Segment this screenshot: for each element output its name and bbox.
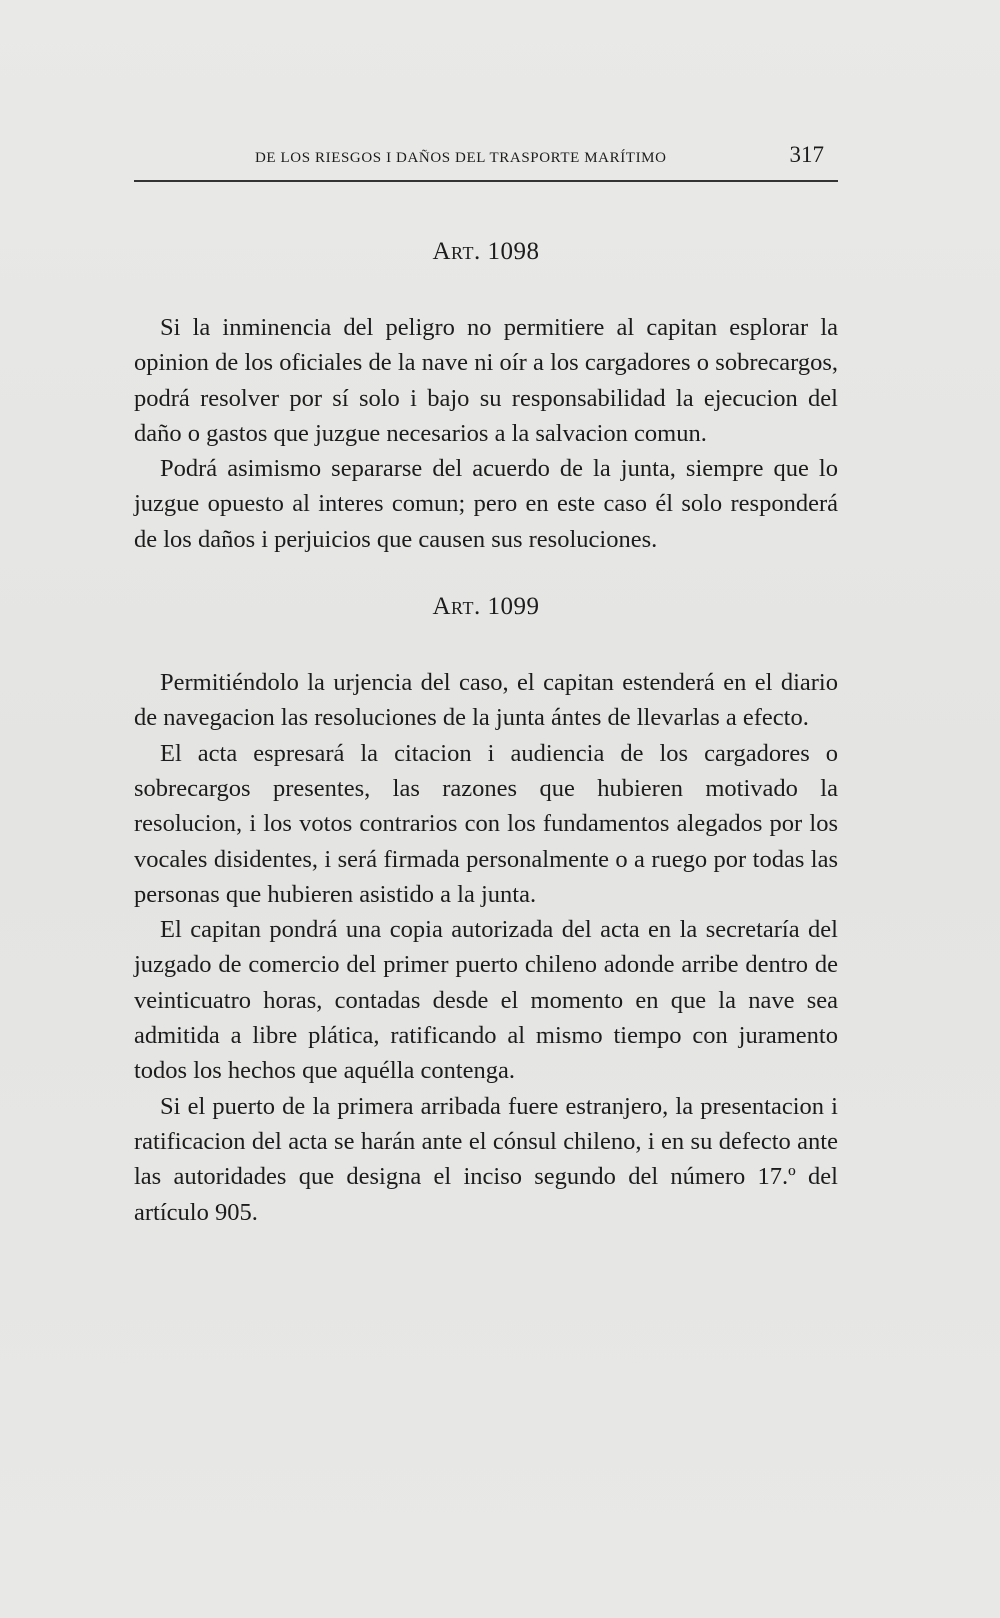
header-rule: [134, 180, 838, 182]
paragraph: El capitan pondrá una copia autorizada del acta en la secretaría del juzgado de comercio del primer puerto chileno adonde arribe dentro de veinticuatro horas, contadas desde el momento en que la nave sea admitida a libre plática, ratificando al mismo tiempo con juramento todos los hechos que aquélla contenga.: [134, 916, 838, 1085]
page-number: 317: [789, 142, 824, 167]
paragraph: Podrá asimismo separarse del acuerdo de la junta, siempre que lo juzgue opuesto al interes comun; pero en este caso él solo responderá de los daños i perjuicios que causen sus resoluciones.: [134, 455, 838, 553]
article-1099: [134, 589, 838, 1230]
article-label: Art.: [432, 593, 481, 621]
article-1098: [134, 234, 838, 557]
page-body: [134, 234, 838, 1230]
article-number: 1098: [487, 238, 540, 265]
paragraph: Permitiéndolo la urjencia del caso, el capitan estenderá en el diario de navegacion las resoluciones de la junta ántes de llevarlas a efecto.: [134, 669, 838, 732]
paragraph: Si la inminencia del peligro no permitiere al capitan esplorar la opinion de los oficiales de la nave ni oír a los cargadores o sobrecargos, podrá resolver por sí solo i bajo su responsabilidad la ejecucion del daño o gastos que juzgue necesarios a la salvacion comun.: [134, 314, 838, 447]
article-heading: [134, 589, 838, 625]
paragraph: El acta espresará la citacion i audiencia de los cargadores o sobrecargos presentes, las razones que hubieren motivado la resolucion, i los votos contrarios con los fundamentos alegados por los vocales disidentes, i será firmada personalmente o a ruego por todas las personas que hubieren asistido a la junta.: [134, 739, 838, 908]
article-heading: [134, 234, 838, 270]
article-label: Art.: [432, 238, 481, 265]
article-number: 1099: [487, 593, 540, 621]
running-title: DE LOS RIESGOS I DAÑOS DEL TRASPORTE MARÍTIMO: [255, 150, 667, 166]
page-header: [134, 140, 838, 176]
paragraph: Si el puerto de la primera arribada fuere estranjero, la presentacion i ratificacion del acta se harán ante el cónsul chileno, i en su defecto ante las autoridades que designa el inciso segundo del número 17.º del artículo 905.: [134, 1092, 838, 1226]
